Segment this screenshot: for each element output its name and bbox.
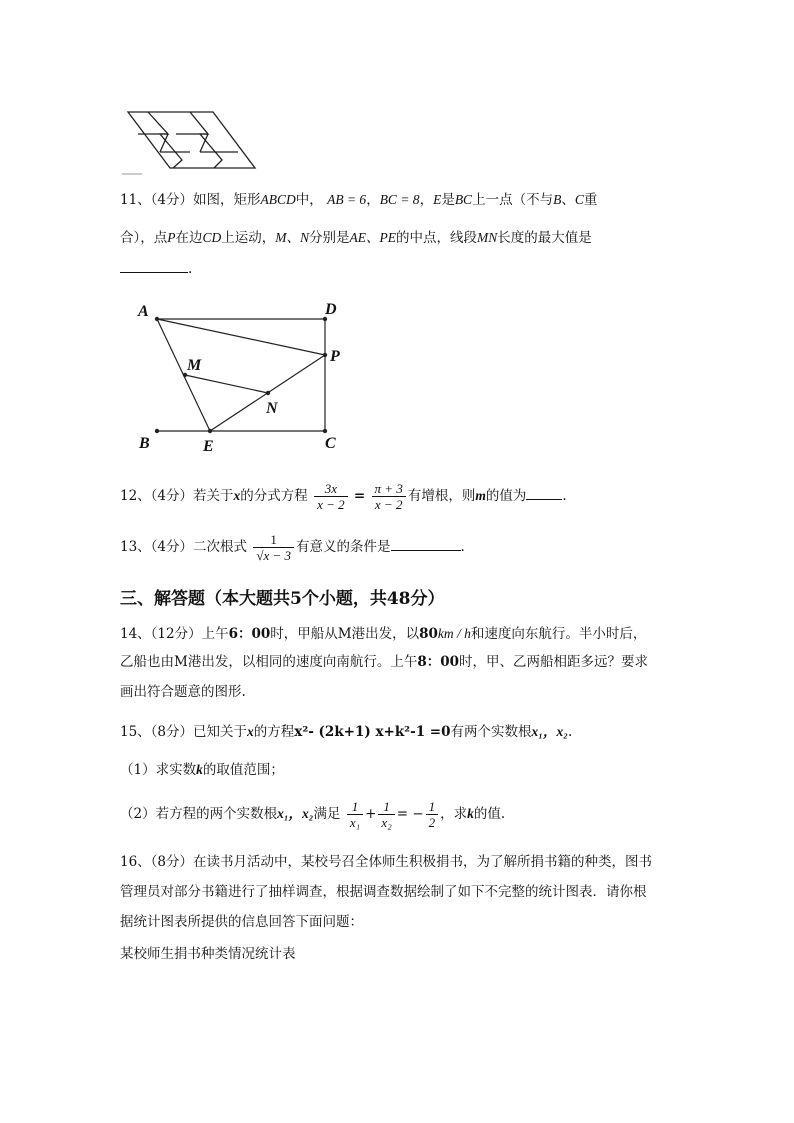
answer-blank [391, 536, 461, 551]
q11-line-1: 11、（4分）如图，矩形ABCD中， AB = 6，BC = 8，E是BC上一点（不与B、C重 [120, 192, 598, 208]
point-p [323, 353, 327, 357]
point-c [323, 429, 327, 433]
q16-line-3: 据统计图表所提供的信息回答下面问题： [120, 914, 363, 930]
q15-line-1: 15、（8分）已知关于x的方程x²- (2k+1) x+k²-1 =0有两个实数根x₁，x₂. [120, 724, 573, 740]
q11-line-3: . [120, 258, 192, 279]
q12-rhs-fraction: $\frac{\pi + 3}{x - 2}$ [372, 481, 406, 512]
q15-fraction-3: $\frac{1}{2}$ [426, 799, 439, 830]
q14-line-2: 乙船也由M港出发，以相同的速度向南航行。上午8：00时，甲、乙两船相距多远？要求 [120, 654, 649, 670]
q15-fraction-2: $\frac{1}{\text{x₂}}$ [378, 799, 394, 830]
answer-blank [120, 258, 188, 273]
q15-part-1: （1）求实数k的取值范围； [120, 762, 284, 778]
label-m: M [187, 357, 202, 374]
answer-blank [526, 485, 562, 500]
label-b: B [139, 435, 150, 452]
q13-radical-fraction: $\frac{1}{√x - 3}$ [253, 532, 294, 563]
q16-table-title: 某校师生捐书种类情况统计表 [120, 946, 296, 962]
point-b [155, 429, 159, 433]
q14-line-3: 画出符合题意的图形. [120, 684, 246, 700]
label-n: N [266, 400, 278, 417]
point-n [266, 391, 270, 395]
point-a [155, 317, 159, 321]
q11-line-2: 合），点P在边CD上运动，M、N分别是AE、PE的中点，线段MN长度的最大值是 [120, 230, 592, 246]
section-heading: 三、解答题（本大题共5个小题，共48分） [120, 589, 445, 609]
label-d: D [325, 301, 337, 318]
q14-line-1: 14、（12分）上午6：00时，甲船从M港出发，以80km / h和速度向东航行。半小时后， [120, 626, 647, 642]
q12-lhs-fraction: $\frac{3x}{x - 2}$ [314, 481, 348, 512]
label-c: C [325, 435, 336, 452]
rectangle-figure [130, 295, 360, 460]
label-e: E [203, 438, 214, 455]
label-p: P [330, 348, 340, 365]
tiling-figure [118, 102, 263, 178]
q15-fraction-1: $\frac{1}{\text{x₁}}$ [347, 799, 363, 830]
q13-line: 13、（4分）二次根式 $\frac{1}{√x - 3}$ 有意义的条件是 . [120, 532, 465, 563]
q12-line: 12、（4分）若关于x的分式方程 $\frac{3x}{x - 2}$ = $\frac{\pi + 3}{x - 2}$ 有增根，则m的值为 . [120, 481, 567, 512]
q16-line-1: 16、（8分）在读书月活动中，某校号召全体师生积极捐书，为了解所捐书籍的种类，图书 [120, 854, 653, 870]
label-a: A [138, 303, 149, 320]
q15-part-2: （2）若方程的两个实数根x₁，x₂满足 $\frac{1}{\text{x₁}}$ + $\frac{1}{\text{x₂}}$ = − $\frac{1}{2}$ ，求k的值. [120, 799, 506, 830]
point-e [208, 429, 212, 433]
q16-line-2: 管理员对部分书籍进行了抽样调查，根据调查数据绘制了如下不完整的统计图表．请你根 [120, 884, 647, 900]
